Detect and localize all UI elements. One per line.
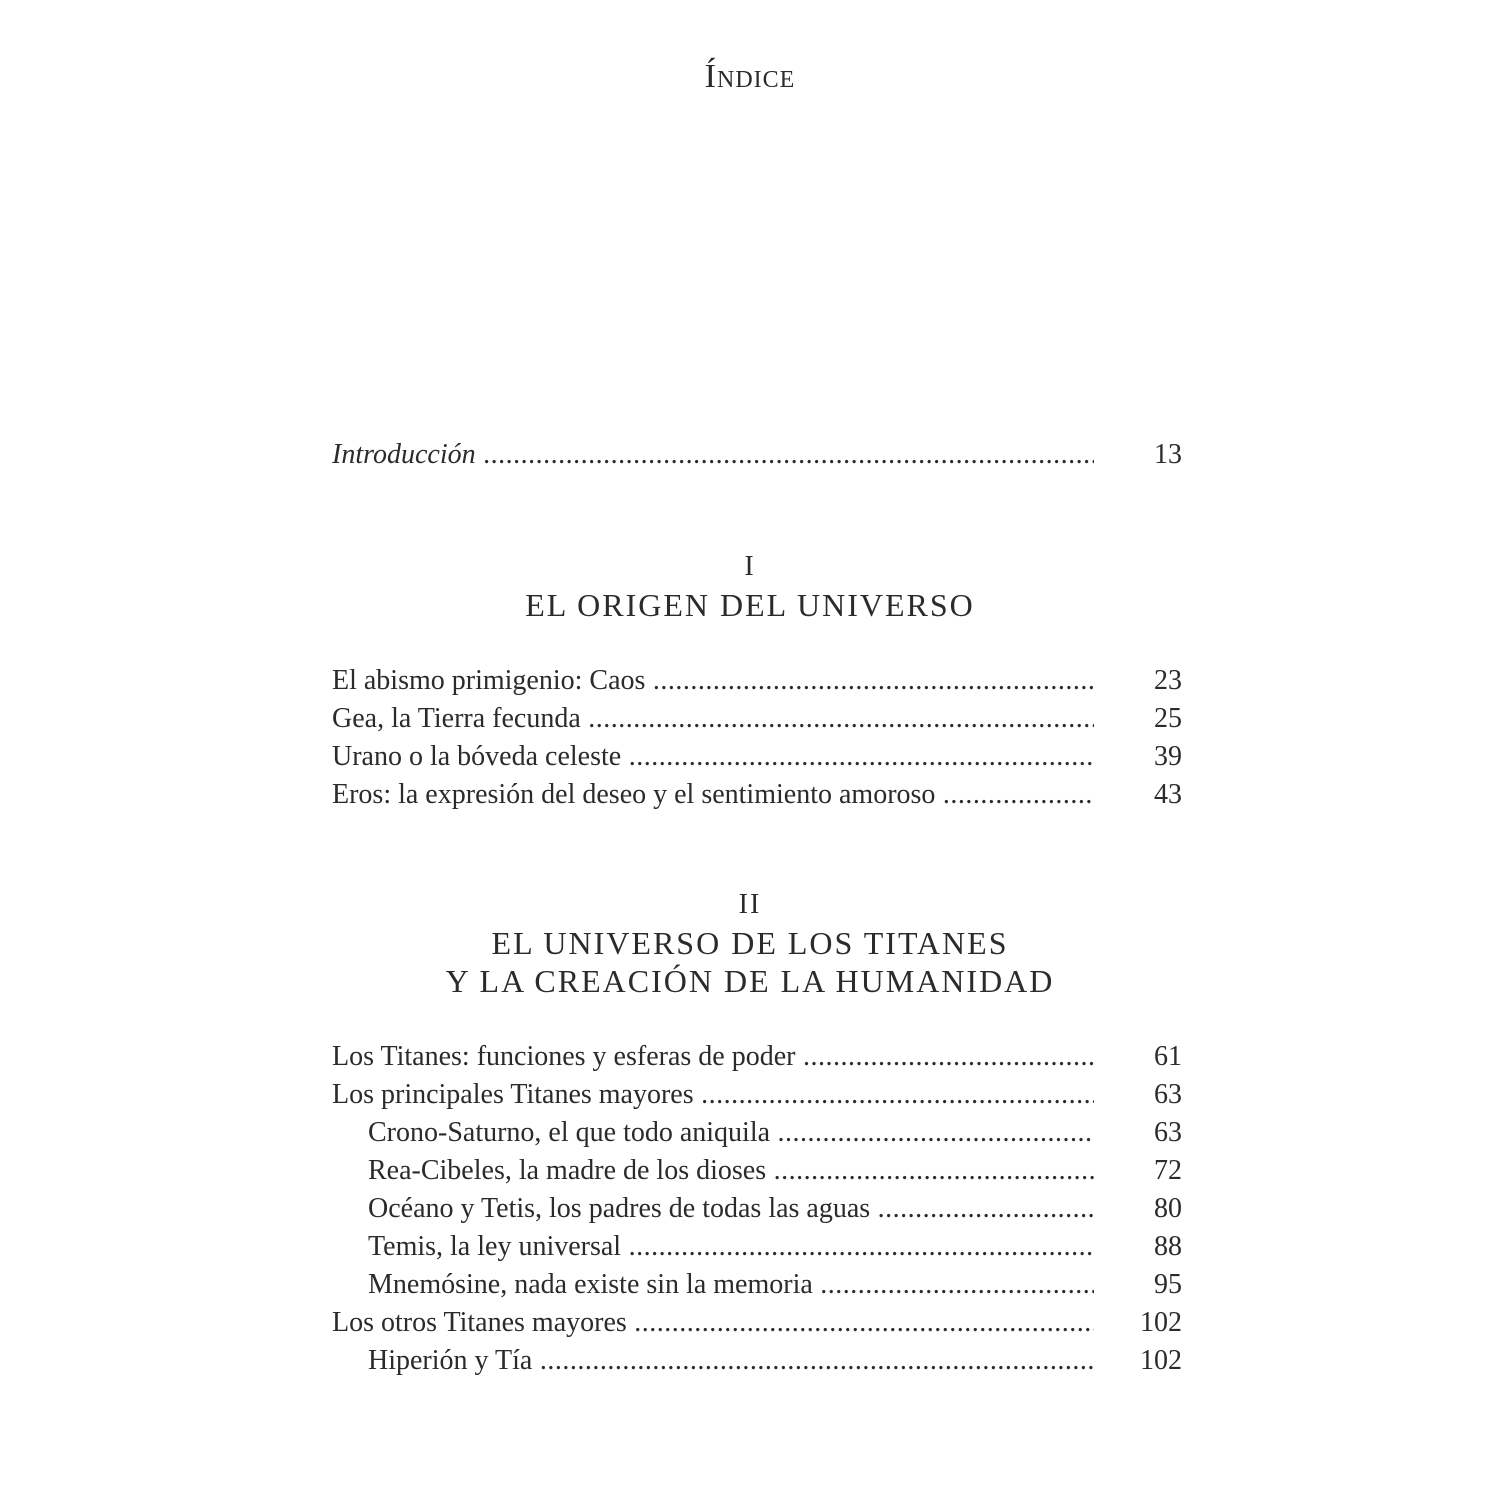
toc-entry[interactable] (332, 1076, 1182, 1114)
toc-entry-label: Crono-Saturno, el que todo aniquila (368, 1117, 771, 1148)
toc-entry-page: 39 (1154, 741, 1182, 772)
toc-entry-label: Urano o la bóveda celeste (332, 741, 622, 772)
toc-entry-page: 23 (1154, 665, 1182, 696)
toc-entry[interactable] (332, 662, 1182, 700)
page-title: Índice (704, 58, 796, 95)
toc-entry[interactable] (332, 1190, 1182, 1228)
section-title-line: EL UNIVERSO DE LOS TITANES (491, 925, 1009, 961)
toc-entry[interactable] (332, 1342, 1182, 1380)
toc-entry-page: 43 (1154, 779, 1182, 810)
toc-section-1 (332, 662, 1182, 814)
section-heading-2 (0, 886, 1500, 1000)
section-title-line: Y LA CREACIÓN DE LA HUMANIDAD (445, 963, 1055, 999)
toc-entry-label: Los Titanes: funciones y esferas de poder (332, 1041, 796, 1072)
toc-entry-page: 13 (1154, 439, 1182, 470)
toc-entry-page: 25 (1154, 703, 1182, 734)
toc-entry-page: 61 (1154, 1041, 1182, 1072)
toc-entry[interactable] (332, 1038, 1182, 1076)
toc-entry-label: Océano y Tetis, los padres de todas las aguas (368, 1193, 871, 1224)
section-numeral: II (738, 889, 762, 920)
toc-entry-label: Temis, la ley universal (368, 1231, 622, 1262)
toc-entry[interactable] (332, 1114, 1182, 1152)
toc-entry-page: 102 (1140, 1345, 1182, 1376)
toc-entry-page: 63 (1154, 1079, 1182, 1110)
toc-entry-label: Mnemósine, nada existe sin la memoria (368, 1269, 813, 1300)
toc-entry-label: Introducción (332, 439, 476, 470)
toc-entry[interactable] (332, 738, 1182, 776)
toc-entry-label: Hiperión y Tía (368, 1345, 533, 1376)
toc-entry[interactable] (332, 1152, 1182, 1190)
toc-entry-page: 102 (1140, 1307, 1182, 1338)
toc-entry[interactable] (332, 436, 1182, 474)
toc-entry[interactable] (332, 700, 1182, 738)
toc-entry-label: Los otros Titanes mayores (332, 1307, 627, 1338)
toc-entry-page: 80 (1154, 1193, 1182, 1224)
toc-entry-label: Gea, la Tierra fecunda (332, 703, 581, 734)
toc-entry[interactable] (332, 1304, 1182, 1342)
section-heading-1 (0, 548, 1500, 624)
toc-entry-label: El abismo primigenio: Caos (332, 665, 646, 696)
toc-entry-page: 88 (1154, 1231, 1182, 1262)
toc-entry-label: Eros: la expresión del deseo y el sentimiento amoroso (332, 779, 936, 810)
toc-entry[interactable] (332, 1266, 1182, 1304)
toc-entry-page: 63 (1154, 1117, 1182, 1148)
section-title-line: EL ORIGEN DEL UNIVERSO (525, 587, 975, 623)
toc-entry-label: Rea-Cibeles, la madre de los dioses (368, 1155, 767, 1186)
toc-entry-page: 95 (1154, 1269, 1182, 1300)
toc-entry[interactable] (332, 776, 1182, 814)
toc-entry-label: Los principales Titanes mayores (332, 1079, 694, 1110)
toc-intro (332, 436, 1182, 474)
section-numeral: I (744, 551, 756, 582)
toc-section-2 (332, 1038, 1182, 1380)
toc-entry[interactable] (332, 1228, 1182, 1266)
toc-entry-page: 72 (1154, 1155, 1182, 1186)
